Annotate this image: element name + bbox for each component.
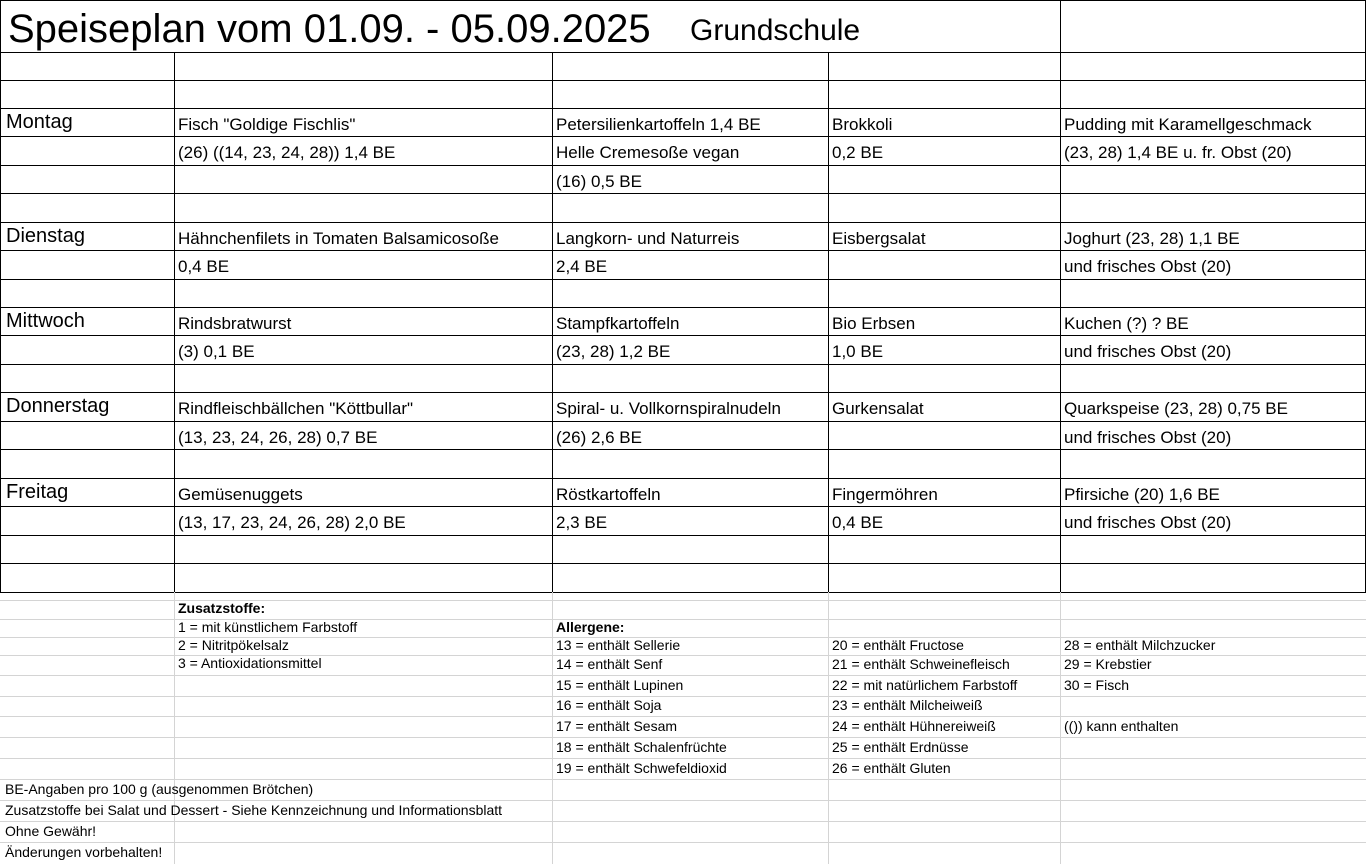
zusatzstoff-entry: 1 = mit künstlichem Farbstoff	[178, 619, 358, 635]
menu-item: und frisches Obst (20)	[1064, 513, 1232, 532]
allergen-entry: 28 = enthält Milchzucker	[1064, 637, 1216, 653]
column-divider	[552, 52, 553, 592]
allergen-entry: 16 = enthält Soja	[556, 697, 662, 713]
footer-note: Änderungen vorbehalten!	[5, 844, 163, 860]
menu-item: (26) ((14, 23, 24, 28)) 1,4 BE	[178, 143, 396, 162]
row-divider	[0, 364, 1366, 365]
row-divider	[0, 592, 1366, 593]
menu-item: Stampfkartoffeln	[556, 314, 680, 333]
menu-item: Fisch "Goldige Fischlis"	[178, 115, 356, 134]
footer-note: Zusatzstoffe bei Salat und Dessert - Siehe Kennzeichnung und Informationsblatt	[5, 802, 503, 818]
row-divider	[0, 563, 1366, 564]
menu-item: Fingermöhren	[832, 485, 938, 504]
menu-item: Gemüsenuggets	[178, 485, 303, 504]
day-label-mittwoch: Mittwoch	[6, 310, 85, 332]
row-divider	[0, 535, 1366, 536]
school-type-label: Grundschule	[690, 14, 861, 47]
day-label-freitag: Freitag	[6, 481, 69, 503]
column-divider-minor	[828, 592, 829, 864]
menu-item: (13, 23, 24, 26, 28) 0,7 BE	[178, 428, 378, 447]
menu-item: Quarkspeise (23, 28) 0,75 BE	[1064, 399, 1288, 418]
menu-item: Gurkensalat	[832, 399, 924, 418]
row-divider-minor	[0, 800, 1366, 801]
row-divider	[0, 279, 1366, 280]
menu-item: (16) 0,5 BE	[556, 172, 642, 191]
row-divider	[0, 335, 1366, 336]
row-divider	[0, 108, 1366, 109]
allergen-entry: 14 = enthält Senf	[556, 656, 663, 672]
allergen-entry: 30 = Fisch	[1064, 677, 1129, 693]
footer-note: BE-Angaben pro 100 g (ausgenommen Brötchen)	[5, 781, 314, 797]
row-divider	[0, 80, 1366, 81]
allergen-entry: 22 = mit natürlichem Farbstoff	[832, 677, 1018, 693]
column-divider-minor	[552, 592, 553, 864]
allergen-entry: (()) kann enthalten	[1064, 718, 1179, 734]
allergen-entry: 13 = enthält Sellerie	[556, 637, 681, 653]
page-title: Speiseplan vom 01.09. - 05.09.2025	[8, 7, 651, 51]
allergen-entry: 29 = Krebstier	[1064, 656, 1152, 672]
allergen-entry: 21 = enthält Schweinefleisch	[832, 656, 1010, 672]
allergen-entry: 20 = enthält Fructose	[832, 637, 964, 653]
row-divider	[0, 506, 1366, 507]
menu-item: Helle Cremesoße vegan	[556, 143, 740, 162]
menu-item: und frisches Obst (20)	[1064, 257, 1232, 276]
allergene-title: Allergene:	[556, 619, 625, 635]
column-divider	[1060, 0, 1061, 592]
menu-item: und frisches Obst (20)	[1064, 428, 1232, 447]
menu-item: Rindfleischbällchen "Köttbullar"	[178, 399, 414, 418]
row-divider	[0, 136, 1366, 137]
footer-note: Ohne Gewähr!	[5, 823, 97, 839]
zusatzstoffe-title: Zusatzstoffe:	[178, 600, 266, 616]
menu-item: (13, 17, 23, 24, 26, 28) 2,0 BE	[178, 513, 406, 532]
row-divider	[0, 52, 1366, 53]
row-divider-minor	[0, 675, 1366, 676]
day-label-dienstag: Dienstag	[6, 225, 85, 247]
menu-item: 0,4 BE	[832, 513, 884, 532]
row-divider	[0, 478, 1366, 479]
row-divider	[0, 307, 1366, 308]
row-divider-minor	[0, 842, 1366, 843]
zusatzstoff-entry: 2 = Nitritpökelsalz	[178, 637, 289, 653]
allergen-entry: 24 = enthält Hühnereiweiß	[832, 718, 996, 734]
menu-item: Spiral- u. Vollkornspiralnudeln	[556, 399, 781, 418]
menu-item: Röstkartoffeln	[556, 485, 661, 504]
menu-item: und frisches Obst (20)	[1064, 342, 1232, 361]
row-divider-minor	[0, 696, 1366, 697]
row-divider	[0, 165, 1366, 166]
menu-item: (3) 0,1 BE	[178, 342, 255, 361]
menu-item: Eisbergsalat	[832, 229, 926, 248]
row-divider-minor	[0, 716, 1366, 717]
allergen-entry: 19 = enthält Schwefeldioxid	[556, 760, 727, 776]
row-divider	[0, 193, 1366, 194]
menu-item: (23, 28) 1,4 BE u. fr. Obst (20)	[1064, 143, 1292, 162]
allergen-entry: 23 = enthält Milcheiweiß	[832, 697, 983, 713]
menu-item: Pudding mit Karamellgeschmack	[1064, 115, 1312, 134]
menu-item: Joghurt (23, 28) 1,1 BE	[1064, 229, 1240, 248]
column-divider-minor	[1060, 592, 1061, 864]
day-label-montag: Montag	[6, 111, 73, 133]
allergen-entry: 26 = enthält Gluten	[832, 760, 951, 776]
row-divider	[0, 0, 1366, 1]
menu-item: Langkorn- und Naturreis	[556, 229, 740, 248]
row-divider	[0, 222, 1366, 223]
zusatzstoff-entry: 3 = Antioxidationsmittel	[178, 655, 322, 671]
row-divider-minor	[0, 779, 1366, 780]
column-divider-minor	[174, 592, 175, 864]
allergen-entry: 17 = enthält Sesam	[556, 718, 678, 734]
menu-item: Kuchen (?) ? BE	[1064, 314, 1189, 333]
menu-item: Hähnchenfilets in Tomaten Balsamicosoße	[178, 229, 499, 248]
allergen-entry: 18 = enthält Schalenfrüchte	[556, 739, 727, 755]
row-divider-minor	[0, 737, 1366, 738]
column-divider	[174, 52, 175, 592]
row-divider	[0, 392, 1366, 393]
menu-item: 0,4 BE	[178, 257, 230, 276]
menu-item: 2,4 BE	[556, 257, 608, 276]
allergen-entry: 25 = enthält Erdnüsse	[832, 739, 969, 755]
column-divider	[828, 52, 829, 592]
row-divider	[0, 421, 1366, 422]
row-divider-minor	[0, 821, 1366, 822]
row-divider	[0, 449, 1366, 450]
menu-item: Petersilienkartoffeln 1,4 BE	[556, 115, 761, 134]
menu-item: (23, 28) 1,2 BE	[556, 342, 671, 361]
menu-item: 0,2 BE	[832, 143, 884, 162]
menu-item: Bio Erbsen	[832, 314, 916, 333]
row-divider-minor	[0, 758, 1366, 759]
row-divider	[0, 250, 1366, 251]
menu-item: Rindsbratwurst	[178, 314, 292, 333]
menu-item: 1,0 BE	[832, 342, 884, 361]
menu-item: 2,3 BE	[556, 513, 608, 532]
menu-item: (26) 2,6 BE	[556, 428, 642, 447]
menu-item: Brokkoli	[832, 115, 893, 134]
menu-item: Pfirsiche (20) 1,6 BE	[1064, 485, 1220, 504]
column-divider	[0, 0, 1, 592]
day-label-donnerstag: Donnerstag	[6, 395, 110, 417]
allergen-entry: 15 = enthält Lupinen	[556, 677, 684, 693]
